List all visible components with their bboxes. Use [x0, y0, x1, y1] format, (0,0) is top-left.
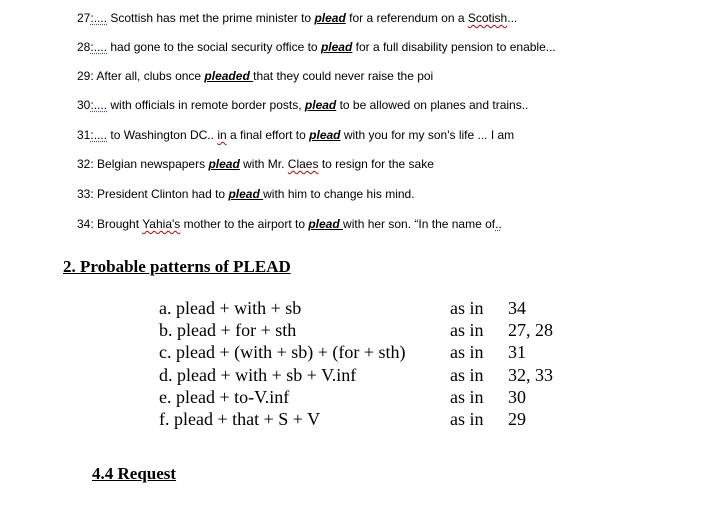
example-text: with Mr. [239, 157, 288, 171]
as-in-label: as in [450, 387, 484, 407]
example-text: with officials in remote border posts, [107, 98, 305, 112]
example-32 [77, 157, 434, 171]
ellipsis-mark: :.... [90, 40, 108, 54]
example-27 [77, 11, 517, 25]
example-text: : Brought [90, 217, 143, 231]
example-33 [77, 187, 415, 201]
ellipsis-mark: :.... [90, 11, 108, 25]
example-number: 31 [77, 128, 91, 142]
section-heading: 2. Probable patterns of PLEAD [63, 257, 291, 276]
keyword-plead: plead [314, 11, 346, 25]
example-text: to resign for the sake [318, 157, 434, 171]
pattern-refs: 34 [508, 298, 526, 318]
as-in-label: as in [450, 342, 484, 362]
example-text: with her son. “In the name of [343, 217, 496, 231]
example-text: : President Clinton had to [90, 187, 229, 201]
example-29 [77, 69, 433, 83]
example-31 [77, 128, 514, 142]
pattern-c: c. plead + (with + sb) + (for + sth) [159, 342, 406, 362]
pattern-refs: 27, 28 [508, 320, 553, 340]
pattern-a: a. plead + with + sb [159, 298, 302, 318]
example-number: 28 [77, 40, 91, 54]
example-30 [77, 98, 528, 112]
example-text: that they could never raise the poi [253, 69, 434, 83]
ellipsis-mark: .. [495, 217, 502, 231]
pattern-refs: 31 [508, 342, 526, 362]
pattern-e: e. plead + to-V.inf [159, 387, 290, 407]
example-text: Scottish has met the prime minister to [107, 11, 315, 25]
keyword-plead: plead [309, 128, 341, 142]
pattern-f: f. plead + that + S + V [159, 409, 321, 429]
pattern-refs: 30 [508, 387, 526, 407]
example-text: for a full disability pension to enable... [352, 40, 556, 54]
keyword-plead: plead [320, 40, 353, 54]
keyword-plead: plead [208, 157, 240, 171]
misspelled-word: Scotish [467, 11, 508, 25]
example-number: 34 [77, 217, 91, 231]
pattern-d: d. plead + with + sb + V.inf [159, 365, 357, 385]
example-text: with you for my son's life ... I am [340, 128, 515, 142]
pattern-refs: 32, 33 [508, 365, 553, 385]
keyword-plead: plead [308, 217, 344, 231]
example-number: 29 [77, 69, 91, 83]
example-34 [77, 217, 502, 231]
example-text: ... [507, 11, 518, 25]
example-text: to be allowed on planes and trains.. [336, 98, 529, 112]
keyword-plead: plead [304, 98, 337, 112]
as-in-label: as in [450, 365, 484, 385]
example-number: 33 [77, 187, 91, 201]
keyword-plead: plead [228, 187, 264, 201]
flagged-word: Yahia's [142, 217, 181, 231]
keyword-plead: pleaded [204, 69, 254, 83]
flagged-word: Claes [287, 157, 319, 171]
example-text: mother to the airport to [180, 217, 309, 231]
pattern-refs: 29 [508, 409, 526, 429]
example-28 [77, 40, 556, 54]
as-in-label: as in [450, 298, 484, 318]
flagged-word: in [217, 128, 227, 142]
as-in-label: as in [450, 320, 484, 340]
example-text: had gone to the social security office to [107, 40, 321, 54]
as-in-label: as in [450, 409, 484, 429]
example-text: with him to change his mind. [263, 187, 415, 201]
example-text: : Belgian newspapers [90, 157, 209, 171]
example-text: to Washington DC.. [107, 128, 218, 142]
pattern-b: b. plead + for + sth [159, 320, 297, 340]
ellipsis-mark: :.... [90, 98, 108, 112]
example-number: 30 [77, 98, 91, 112]
ellipsis-mark: :.... [90, 128, 108, 142]
example-text: for a referendum on a [345, 11, 468, 25]
example-number: 32 [77, 157, 91, 171]
subsection-heading: 4.4 Request [92, 464, 177, 483]
example-text: a final effort to [226, 128, 310, 142]
example-text: : After all, clubs once [90, 69, 205, 83]
example-number: 27 [77, 11, 91, 25]
